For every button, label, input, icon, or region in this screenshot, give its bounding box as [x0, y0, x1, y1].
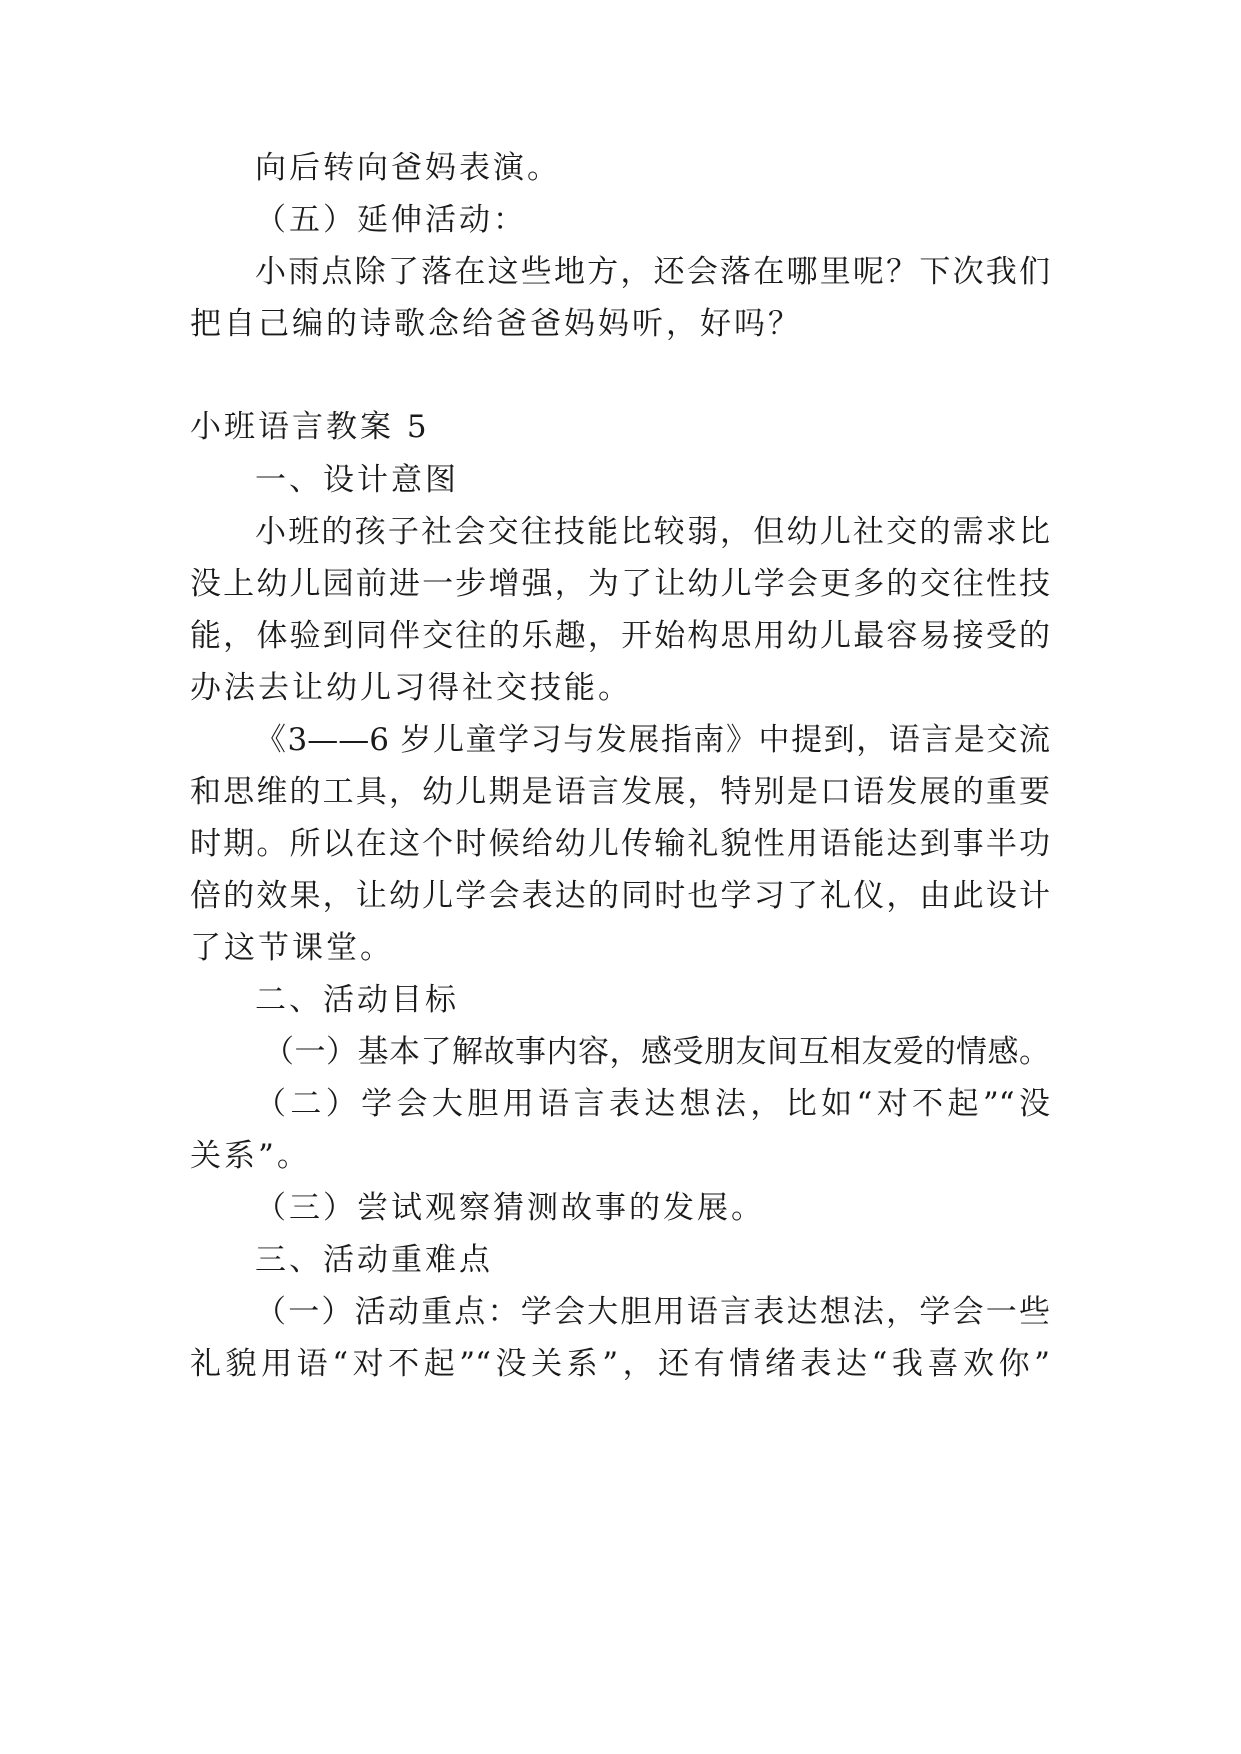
paragraph-line: （二）学会大胆用语言表达想法，比如“对不起”“没 [255, 1086, 1050, 1122]
paragraph-line: 《3——6 岁儿童学习与发展指南》中提到，语言是交流 [255, 722, 1050, 758]
paragraph-line: 了这节课堂。 [190, 930, 394, 966]
paragraph-line: 能，体验到同伴交往的乐趣，开始构思用幼儿最容易接受的 [190, 618, 1050, 654]
paragraph-line: 和思维的工具，幼儿期是语言发展，特别是口语发展的重要 [190, 774, 1050, 810]
paragraph-line: 关系”。 [190, 1138, 311, 1174]
paragraph-line: 把自己编的诗歌念给爸爸妈妈听，好吗？ [190, 306, 802, 342]
paragraph-line: 没上幼儿园前进一步增强，为了让幼儿学会更多的交往性技 [190, 566, 1050, 602]
lesson-title: 小班语言教案 5 [190, 409, 430, 445]
paragraph-line: 办法去让幼儿习得社交技能。 [190, 670, 632, 706]
section-heading: 二、活动目标 [255, 982, 459, 1018]
paragraph-line: （一）基本了解故事内容，感受朋友间互相友爱的情感。 [263, 1034, 1050, 1070]
paragraph-line: 向后转向爸妈表演。 [255, 150, 561, 186]
paragraph-line: 时期。所以在这个时候给幼儿传输礼貌性用语能达到事半功 [190, 826, 1050, 862]
section-heading: 三、活动重难点 [255, 1242, 493, 1278]
paragraph-line: （三）尝试观察猜测故事的发展。 [255, 1190, 765, 1226]
section-heading: 一、设计意图 [255, 462, 459, 498]
paragraph-line: 小雨点除了落在这些地方，还会落在哪里呢？下次我们 [255, 254, 1050, 290]
paragraph-line: 小班的孩子社会交往技能比较弱，但幼儿社交的需求比 [255, 514, 1050, 550]
section-subheading: （五）延伸活动： [255, 202, 527, 238]
paragraph-line: （一）活动重点：学会大胆用语言表达想法，学会一些 [255, 1294, 1050, 1330]
paragraph-line: 倍的效果，让幼儿学会表达的同时也学习了礼仪，由此设计 [190, 878, 1050, 914]
paragraph-line: 礼貌用语“对不起”“没关系”，还有情绪表达“我喜欢你” [190, 1346, 1050, 1382]
